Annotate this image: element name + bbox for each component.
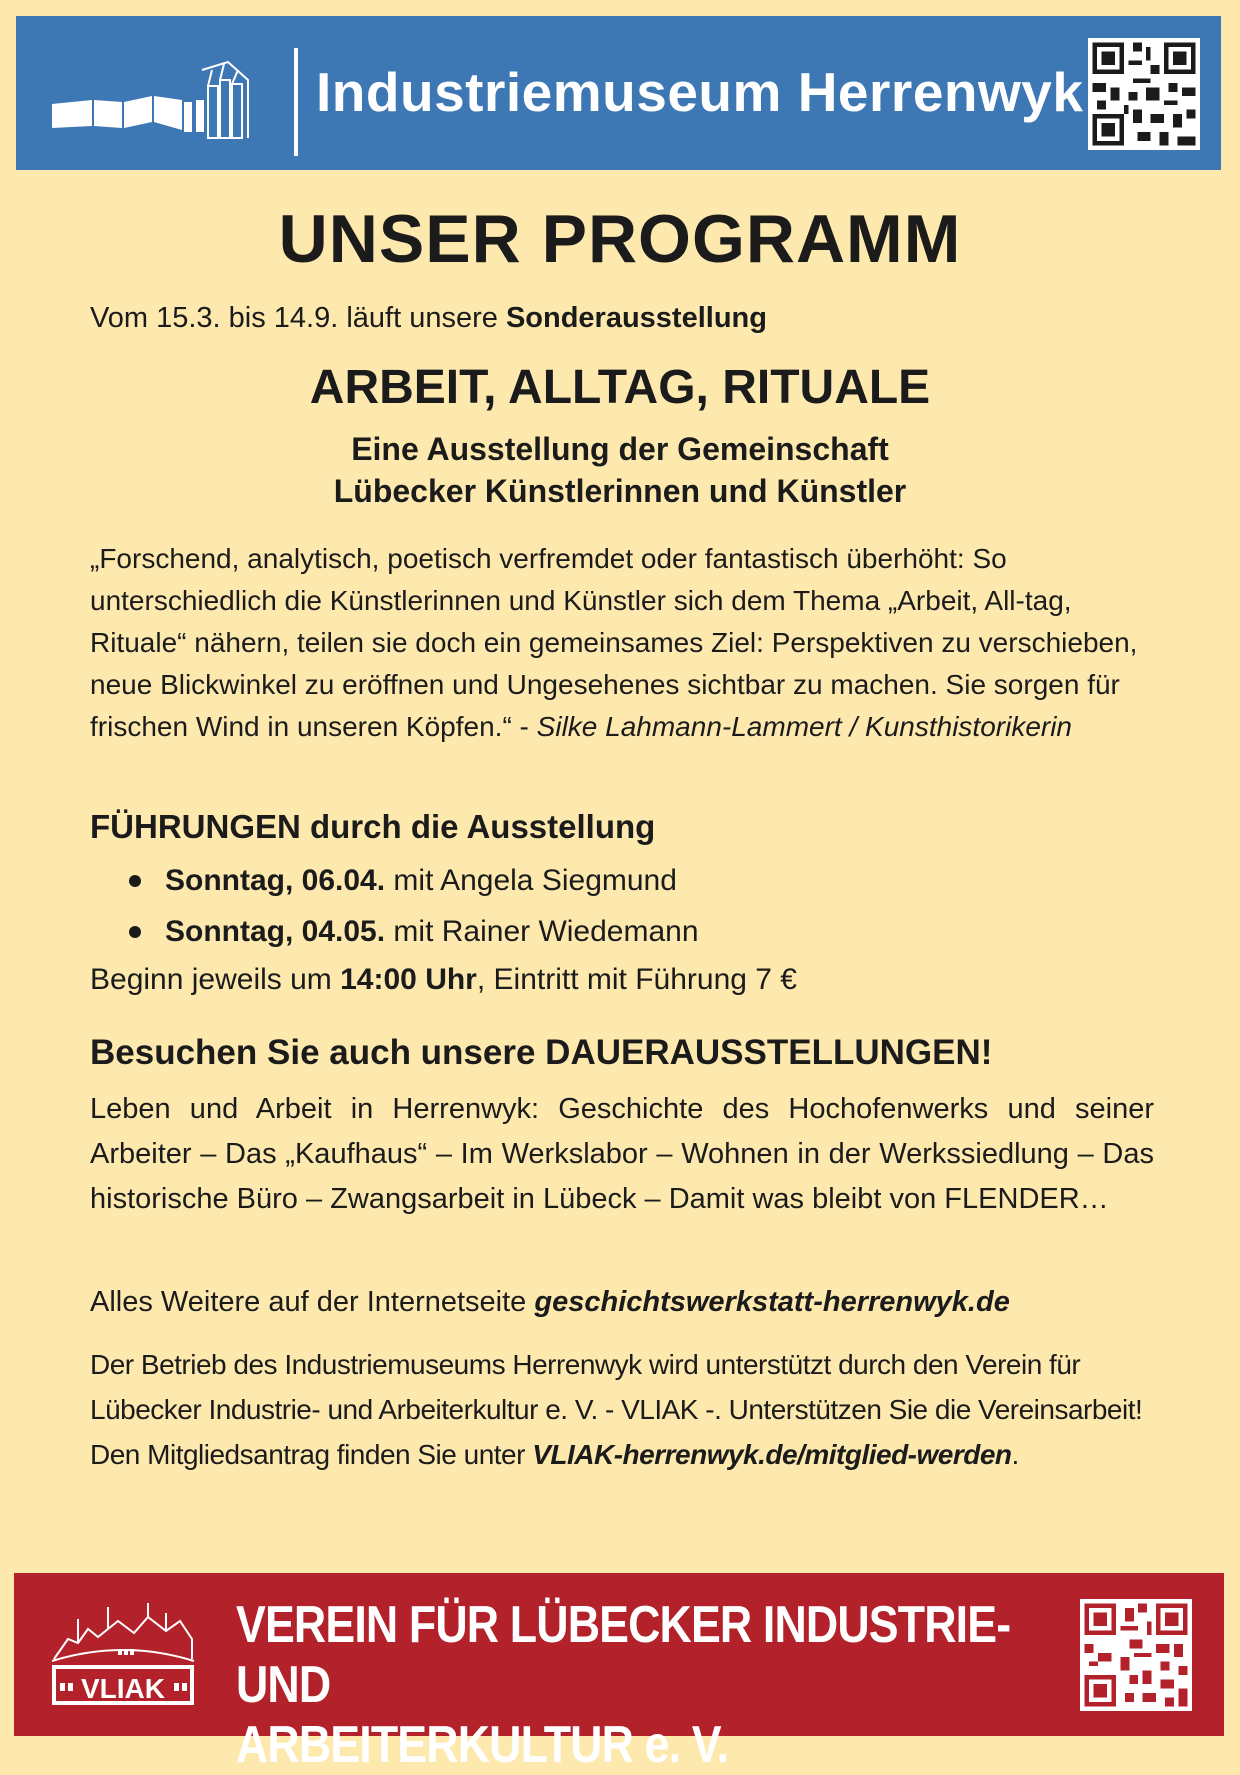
exhibition-title: ARBEIT, ALLTAG, RITUALE [309, 361, 931, 414]
bullet-icon [129, 875, 141, 887]
website-info: Alles Weitere auf der Internetseite geschichtswerkstatt-herrenwyk.de [90, 1286, 1010, 1318]
support-text: Der Betrieb des Industriemuseums Herrenwyk wird unterstützt durch den Verein für Lübecker Industrie- und Arbeiterkultur e. V. - VLIAK -. Unterstützen Sie die Vereinsarbeit! Den Mitgliedsantrag finden Sie unter VLIAK-herrenwyk.de/mitglied-werden. [90, 1349, 1143, 1470]
header-divider [294, 48, 298, 156]
exhibition-intro: Vom 15.3. bis 14.9. läuft unsere Sonderausstellung [90, 302, 767, 334]
permanent-exhibitions-heading: Besuchen Sie auch unsere DAUERAUSSTELLUNGEN! [90, 1033, 993, 1072]
vliak-logo-text: VLIAK [81, 1673, 165, 1704]
museum-title: Industriemuseum Herrenwyk [316, 61, 1084, 123]
industrial-skyline-logo-icon [52, 56, 262, 156]
membership-link[interactable]: VLIAK-herrenwyk.de/mitglied-werden [532, 1439, 1012, 1470]
list-item: Sonntag, 06.04. mit Angela Siegmund [125, 860, 699, 911]
page-title: UNSER PROGRAMM [278, 201, 962, 277]
vliak-logo-icon [48, 1599, 198, 1711]
footer-title: VEREIN FÜR LÜBECKER INDUSTRIE- UND ARBEITERKULTUR e. V. [236, 1596, 1011, 1774]
tours-info: Beginn jeweils um 14:00 Uhr, Eintritt mit Führung 7 € [90, 963, 797, 996]
exhibition-subtitle: Eine Ausstellung der Gemeinschaft Lübecker Künstlerinnen und Künstler [333, 431, 907, 509]
qr-code-icon[interactable] [1088, 38, 1200, 150]
list-item: Sonntag, 04.05. mit Rainer Wiedemann [125, 911, 699, 962]
tours-list [125, 860, 699, 962]
tours-heading: FÜHRUNGEN durch die Ausstellung [90, 808, 656, 845]
vliak-footer [14, 1573, 1224, 1774]
museum-header [16, 16, 1221, 170]
exhibition-quote: „Forschend, analytisch, poetisch verfremdet oder fantastisch überhöht: So unterschiedlich die Künstlerinnen und Künstler sich dem Thema „Arbeit, All-tag, Rituale“ nähern, teilen sie doch ein gemeinsames Ziel: Perspektiven zu verschieben, neue Blickwinkel zu eröffnen und Ungesehenes sichtbar zu machen. Sie sorgen für frischen Wind in unseren Köpfen.“ - Silke Lahmann-Lammert / Kunsthistorikerin [90, 543, 1138, 742]
website-link[interactable]: geschichtswerkstatt-herrenwyk.de [534, 1286, 1010, 1318]
permanent-exhibitions-text: Leben und Arbeit in Herrenwyk: Geschichte des Hochofenwerks und seiner Arbeiter – Das „Kaufhaus“ – Im Werkslabor – Wohnen in der Werkssiedlung – Das historische Büro – Zwangsarbeit in Lübeck – Damit was bleibt von FLENDER… [90, 1093, 1154, 1215]
bullet-icon [129, 926, 141, 938]
qr-code-icon[interactable] [1080, 1599, 1192, 1711]
